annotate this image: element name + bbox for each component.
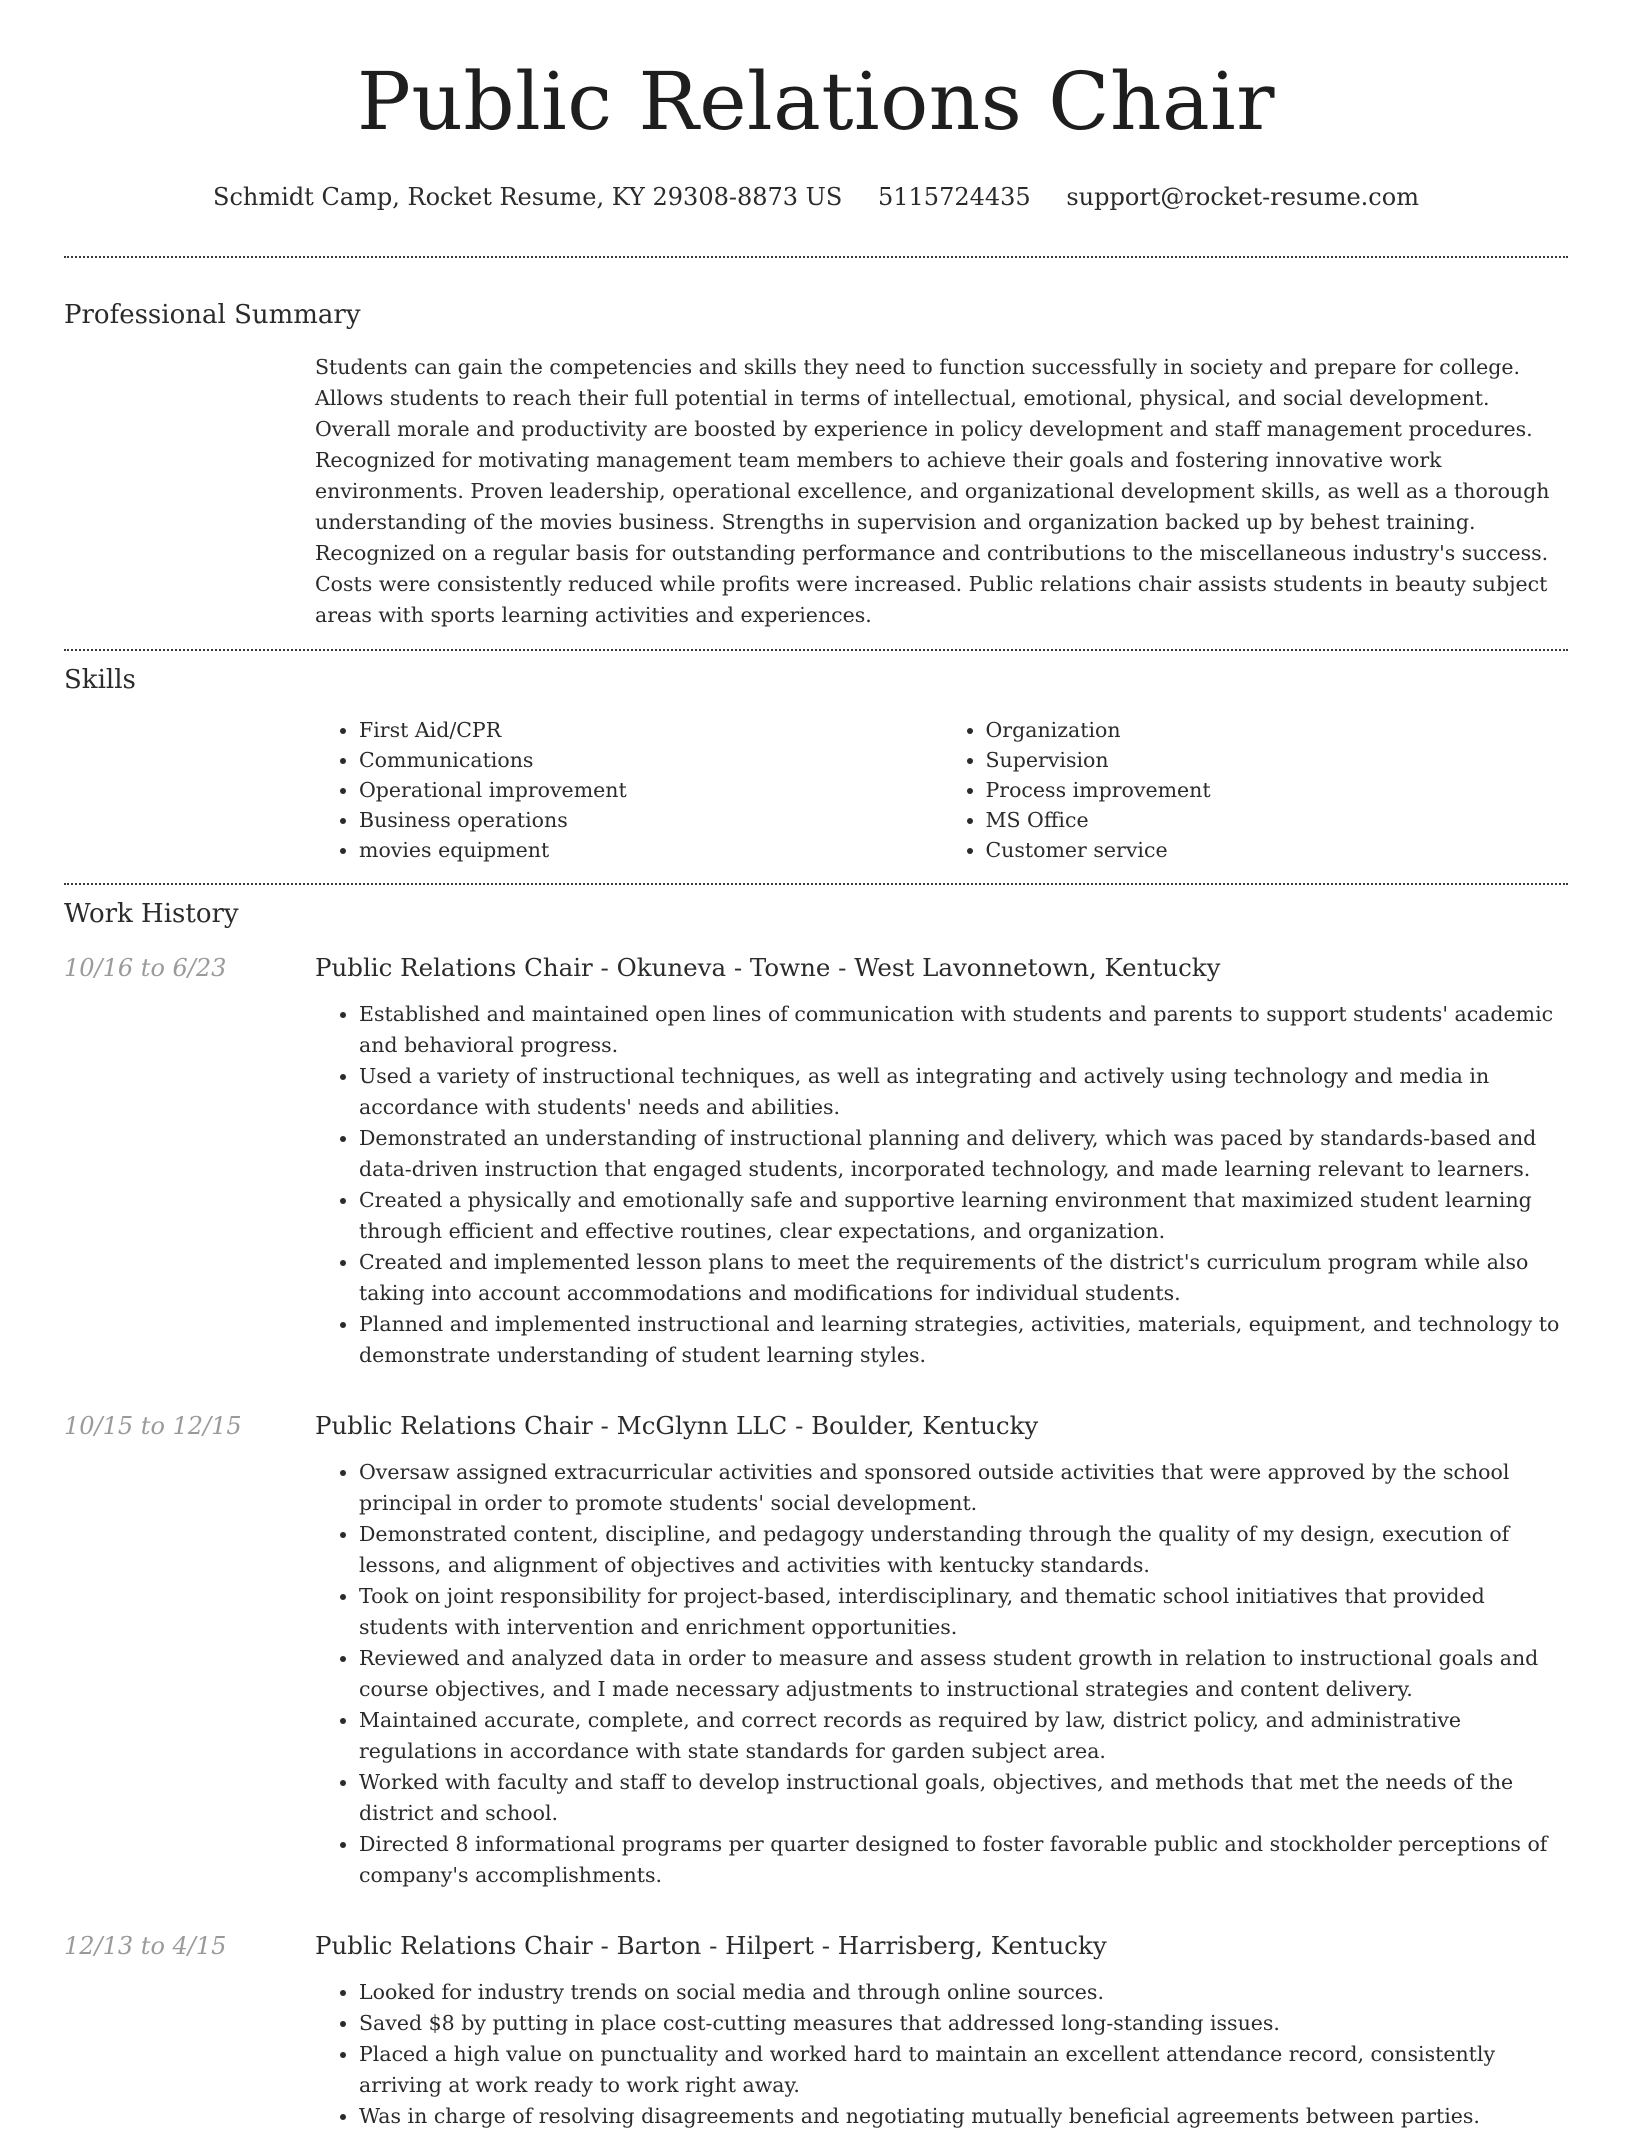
- job-bullet: • Established and maintained open lines of communication with students and parents to support students' academic and behavioral progress.: [359, 999, 1568, 1061]
- resume-name: Public Relations Chair: [357, 55, 1275, 148]
- skill-item: • Customer service: [986, 835, 1569, 865]
- job-bullet: • Looked for industry trends on social media and through online sources.: [359, 1977, 1568, 2008]
- skills-title: Skills: [64, 665, 136, 695]
- job-heading: Public Relations Chair - Barton - Hilpert - Harrisberg, Kentucky: [315, 1931, 1107, 1960]
- job-bullet: • Directed 8 informational programs per quarter designed to foster favorable public and stockholder perceptions of company's accomplishments.: [359, 1829, 1568, 1891]
- skills-column-right: [942, 715, 1569, 865]
- skills-list: [315, 715, 1568, 883]
- skill-item: • Organization: [986, 715, 1569, 745]
- skill-item: • MS Office: [986, 805, 1569, 835]
- work-history-title: Work History: [64, 899, 239, 929]
- job-bullet: • Oversaw assigned extracurricular activities and sponsored outside activities that were approved by the school principal in order to promote students' social development.: [359, 1457, 1568, 1519]
- skill-item: • Operational improvement: [359, 775, 942, 805]
- job-dates: 12/13 to 4/15: [64, 1932, 227, 1960]
- skill-item: • Process improvement: [986, 775, 1569, 805]
- skill-item: • movies equipment: [359, 835, 942, 865]
- job-dates: 10/16 to 6/23: [64, 954, 227, 982]
- job-bullet: • Maintained accurate, complete, and correct records as required by law, district policy, and administrative regulations in accordance with state standards for garden subject area.: [359, 1705, 1568, 1767]
- skills-column-left: [315, 715, 942, 865]
- skill-item: • First Aid/CPR: [359, 715, 942, 745]
- job-bullet: • Worked with faculty and staff to develop instructional goals, objectives, and methods that met the needs of the district and school.: [359, 1767, 1568, 1829]
- job-bullet: • Demonstrated content, discipline, and pedagogy understanding through the quality of my design, execution of lessons, and alignment of objectives and activities with kentucky standards.: [359, 1519, 1568, 1581]
- job-bullets: [315, 1457, 1568, 1891]
- section-divider: [64, 649, 1568, 651]
- job-bullet: • Saved $8 by putting in place cost-cutting measures that addressed long-standing issues.: [359, 2008, 1568, 2039]
- job-entry: [64, 1929, 1568, 2132]
- job-bullet: • Reviewed and analyzed data in order to measure and assess student growth in relation to instructional goals and course objectives, and I made necessary adjustments to instructional strategies and content delivery.: [359, 1643, 1568, 1705]
- job-bullet: • Created a physically and emotionally safe and supportive learning environment that maximized student learning through efficient and effective routines, clear expectations, and organization.: [359, 1185, 1568, 1247]
- contact-line: [64, 182, 1568, 212]
- job-entry: [64, 951, 1568, 1371]
- job-bullet: • Created and implemented lesson plans to meet the requirements of the district's curriculum program while also taking into account accommodations and modifications for individual students.: [359, 1247, 1568, 1309]
- contact-address: Schmidt Camp, Rocket Resume, KY 29308-8873 US: [213, 183, 843, 211]
- contact-email: support@rocket-resume.com: [1066, 183, 1419, 211]
- skill-item: • Communications: [359, 745, 942, 775]
- job-bullets: [315, 999, 1568, 1371]
- contact-phone: 5115724435: [877, 183, 1031, 211]
- job-entry: [64, 1409, 1568, 1891]
- job-bullet: • Used a variety of instructional techniques, as well as integrating and actively using technology and media in accordance with students' needs and abilities.: [359, 1061, 1568, 1123]
- job-dates: 10/15 to 12/15: [64, 1412, 242, 1440]
- skill-item: • Business operations: [359, 805, 942, 835]
- summary-text: Students can gain the competencies and skills they need to function successfully in society and prepare for college. Allows students to reach their full potential in terms of intellectual, emotional, physical, and social development. Overall morale and productivity are boosted by experience in policy development and staff management procedures. Recognized for motivating management team members to achieve their goals and fostering innovative work environments. Proven leadership, operational excellence, and organizational development skills, as well as a thorough understanding of the movies business. Strengths in supervision and organization backed up by behest training. Recognized on a regular basis for outstanding performance and contributions to the miscellaneous industry's success. Costs were consistently reduced while profits were increased. Public relations chair assists students in beauty subject areas with sports learning activities and experiences.: [315, 355, 1550, 627]
- section-divider: [64, 883, 1568, 885]
- job-bullet: • Planned and implemented instructional and learning strategies, activities, materials, equipment, and technology to demonstrate understanding of student learning styles.: [359, 1309, 1568, 1371]
- job-bullets: [315, 1977, 1568, 2132]
- section-divider: [64, 256, 1568, 258]
- job-bullet: • Demonstrated an understanding of instructional planning and delivery, which was paced by standards-based and data-driven instruction that engaged students, incorporated technology, and made learning relevant to learners.: [359, 1123, 1568, 1185]
- job-bullet: • Took on joint responsibility for project-based, interdisciplinary, and thematic school initiatives that provided students with intervention and enrichment opportunities.: [359, 1581, 1568, 1643]
- summary-title: Professional Summary: [64, 300, 361, 330]
- job-bullet: • Was in charge of resolving disagreements and negotiating mutually beneficial agreements between parties.: [359, 2101, 1568, 2132]
- job-heading: Public Relations Chair - Okuneva - Towne - West Lavonnetown, Kentucky: [315, 953, 1221, 982]
- job-heading: Public Relations Chair - McGlynn LLC - Boulder, Kentucky: [315, 1411, 1039, 1440]
- skill-item: • Supervision: [986, 745, 1569, 775]
- job-bullet: • Placed a high value on punctuality and worked hard to maintain an excellent attendance record, consistently arriving at work ready to work right away.: [359, 2039, 1568, 2101]
